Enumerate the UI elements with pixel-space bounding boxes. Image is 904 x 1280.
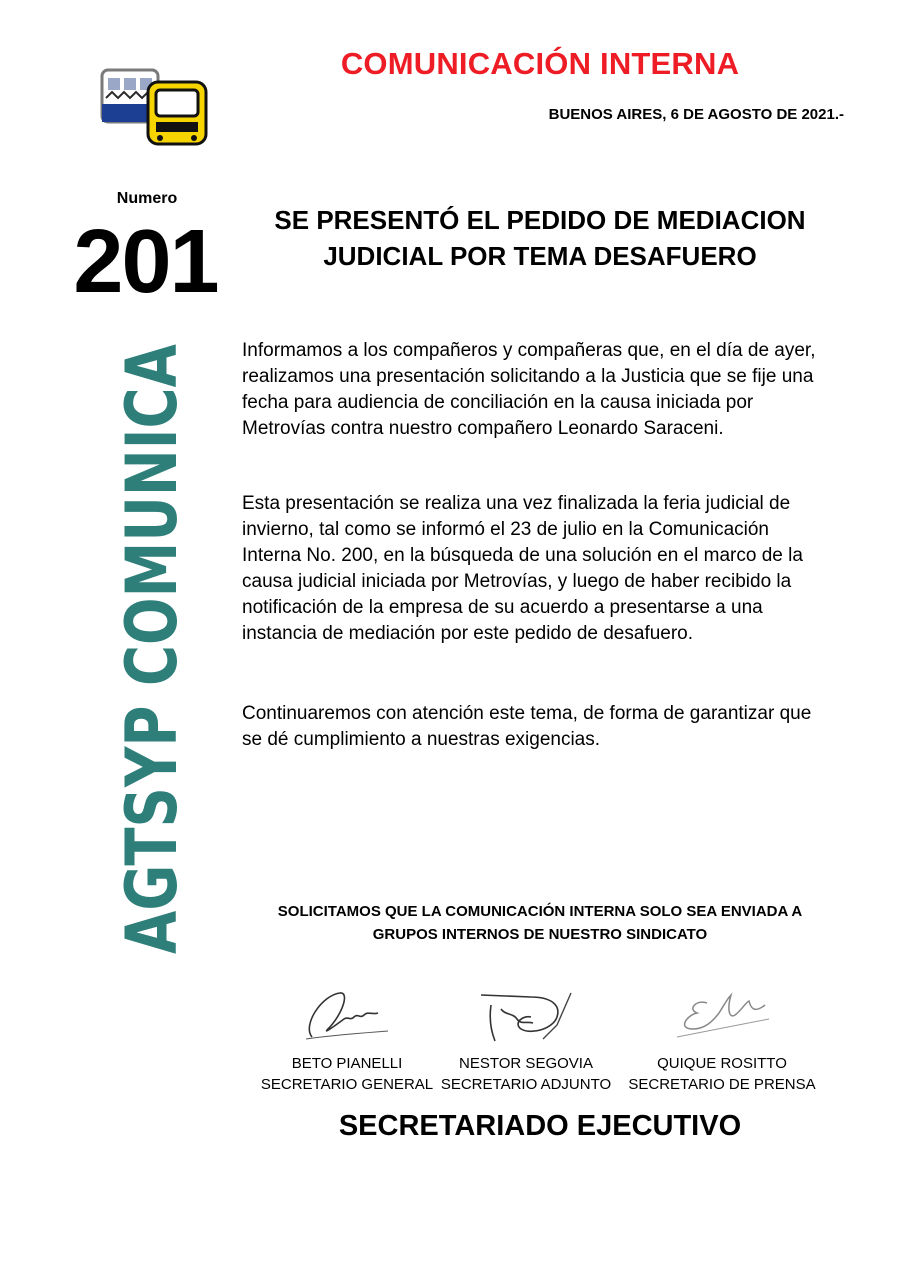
signer-role: SECRETARIO GENERAL — [260, 1076, 434, 1093]
issue-number-label: Numero — [116, 190, 178, 207]
vertical-brand-text: AGTSYP COMU — [114, 381, 186, 954]
signer-role: SECRETARIO DE PRENSA — [628, 1076, 816, 1093]
body-paragraph-3: Continuaremos con atención este tema, de forma de garantizar que se dé cumplimiento a nuestras exigencias. — [242, 703, 812, 750]
subway-train-logo-icon — [98, 66, 210, 146]
signature-block-general — [252, 985, 442, 1095]
handwritten-signature-icon — [657, 985, 787, 1045]
distribution-notice: SOLICITAMOS QUE LA COMUNICACIÓN INTERNA SOLO SEA ENVIADA A GRUPOS INTERNOS DE NUESTRO SINDICATO — [277, 903, 803, 943]
signature-block-adjunto — [431, 985, 621, 1095]
body-paragraph-1: Informamos a los compañeros y compañeras que, en el día de ayer, realizamos una presentación solicitando a la Justicia que se fije una fecha para audiencia de conciliación en la causa iniciada por Metrovías contra nuestro compañero Leonardo Saraceni. — [242, 340, 816, 439]
signer-name: NESTOR SEGOVIA — [459, 1055, 593, 1072]
handwritten-signature-icon — [461, 985, 591, 1045]
document-date: BUENOS AIRES, 6 DE AGOSTO DE 2021.- — [548, 106, 844, 123]
union-logo — [98, 66, 210, 146]
body-paragraph-2: Esta presentación se realiza una vez finalizada la feria judicial de invierno, tal como se informó el 23 de julio en la Comunicación Interna No. 200, en la búsqueda de una solución en el marco de la causa judicial iniciada por Metrovías, y luego de haber recibido la notificación de la empresa de su acuerdo a presentarse a una instancia de mediación por este pedido de desafuero. — [242, 493, 803, 644]
issue-number: 201 — [73, 212, 218, 312]
handwritten-signature-icon — [292, 985, 402, 1045]
headline: SE PRESENTÓ EL PEDIDO DE MEDIACION JUDICIAL POR TEMA DESAFUERO — [274, 205, 806, 271]
signer-role: SECRETARIO ADJUNTO — [440, 1076, 612, 1093]
footer-title: SECRETARIADO EJECUTIVO — [338, 1110, 742, 1142]
signature-block-prensa — [627, 985, 817, 1095]
document-title: COMUNICACIÓN INTERNA — [340, 46, 740, 81]
vertical-brand-banner — [114, 342, 186, 957]
signer-name: QUIQUE ROSITTO — [657, 1055, 787, 1072]
signer-name: BETO PIANELLI — [291, 1055, 403, 1072]
